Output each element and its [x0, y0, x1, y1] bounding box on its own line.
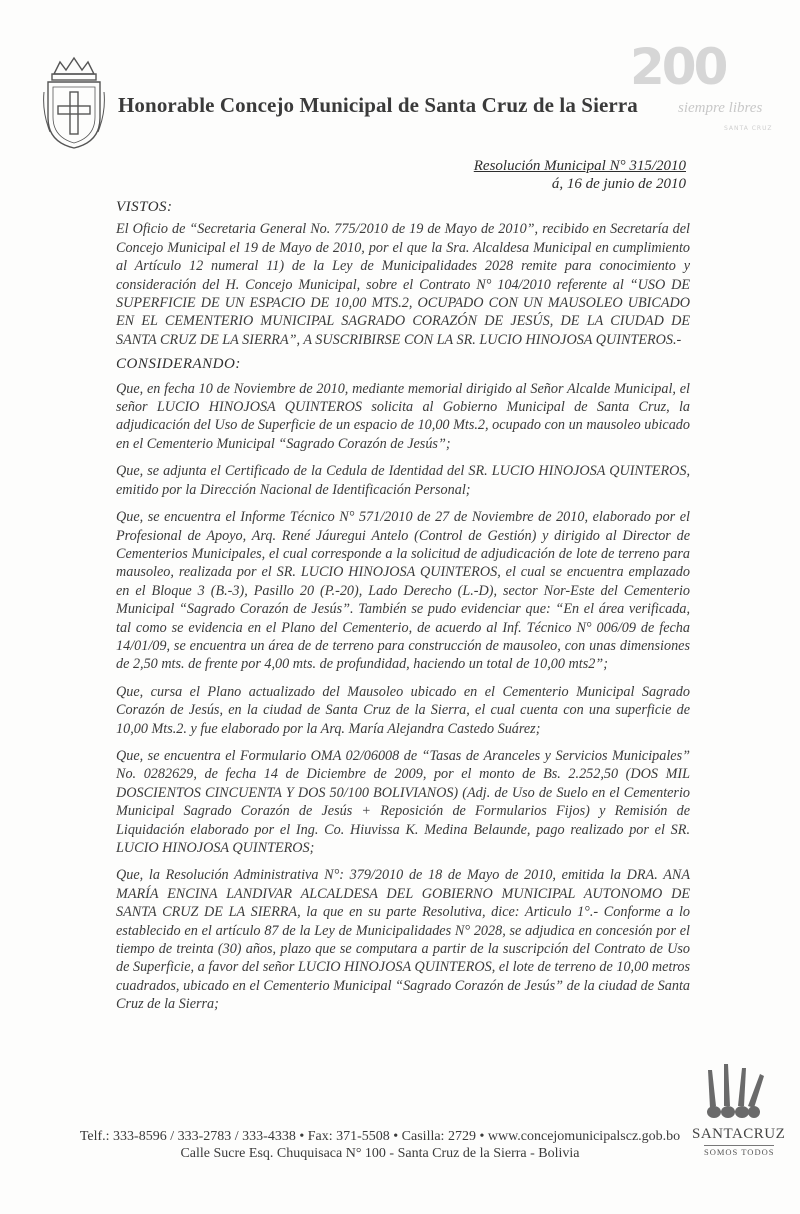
considerando-paragraph: Que, cursa el Plano actualizado del Mausoleo ubicado en el Cementerio Municipal Sagrado Corazón de Jesús, en la ciudad de Santa Cruz de la Sierra, el cual cuenta con una superficie de 10,00 Mts.2. y fue elaborado por la Arq. María Alejandra Castedo Suárez;: [116, 683, 690, 737]
bicentennial-logo: [612, 38, 773, 138]
document-body: [116, 198, 690, 1023]
footer-address-line: Calle Sucre Esq. Chuquisaca N° 100 - Santa Cruz de la Sierra - Bolivia: [180, 1146, 580, 1161]
raised-hands-icon: [690, 1062, 780, 1124]
footer-contact-line: Telf.: 333-8596 / 333-2783 / 333-4338 • Fax: 371-5508 • Casilla: 2729 • www.concejomunicipalscz.gob.bo: [79, 1129, 681, 1144]
considerando-paragraph: Que, se adjunta el Certificado de la Cedula de Identidad del SR. LUCIO HINOJOSA QUINTEROS, emitido por la Dirección Nacional de Identificación Personal;: [116, 463, 690, 498]
resolution-title: Resolución Municipal N° 315/2010: [473, 158, 686, 174]
considerando-heading: CONSIDERANDO:: [116, 356, 241, 373]
considerando-paragraph: Que, se encuentra el Informe Técnico N° 571/2010 de 27 de Noviembre de 2010, elaborado por el Profesional de Apoyo, Arq. René Jáuregui Antelo (Control de Gestión) y dirigido al Director de Cementerios Municipales, el cual corresponde a la solicitud de adjudicación de lote de terreno para mausoleo, realizada por el SR. LUCIO HINOJOSA QUINTEROS, el cual se encuentra emplazado en el Bloque 3 (B.-3), Pasillo 20 (P.-20), Lado Derecho (L.-D), sector Nor-Este del Cementerio Municipal “Sagrado Corazón de Jesús”. También se pudo evidenciar que: “En el área verificada, tal como se evidencia en el Plano del Cementerio, de acuerdo al Inf. Técnico N° 006/09 de fecha 14/01/09, se encuentra un área de de terreno para construcción de mausoleo, con unas dimensiones de 2,50 mts. de frente por 4,00 mts. de profundidad, haciendo un total de 10,00 mts2”;: [116, 509, 690, 673]
logo-small-text: SANTA CRUZ: [724, 125, 773, 132]
logo-script: siempre libres: [678, 100, 763, 116]
considerando-paragraph: Que, en fecha 10 de Noviembre de 2010, mediante memorial dirigido al Señor Alcalde Municipal, el señor LUCIO HINOJOSA QUINTEROS solicita al Gobierno Municipal de Santa Cruz, la adjudicación del Uso de Superficie de un espacio de 10,00 Mts.2, ocupado con un mausoleo ubicado en el Cementerio Municipal “Sagrado Corazón de Jesús”;: [116, 380, 690, 452]
considerando-paragraph: Que, se encuentra el Formulario OMA 02/06008 de “Tasas de Aranceles y Servicios Municipales” No. 0282629, de fecha 14 de Diciembre de 2009, por el monto de Bs. 2.252,50 (DOS MIL DOSCIENTOS CINCUENTA Y DOS 50/100 BOLIVIANOS) (Adj. de Uso de Suelo en el Cementerio Municipal Sagrado Corazón de Jesús + Reposición de Formularios Fijos) y Remisión de Liquidación elaborado por el Ing. Co. Hiuvissa K. Medina Belaunde, pago realizado por el SR. LUCIO HINOJOSA QUINTEROS;: [116, 747, 690, 856]
resolution-date: á, 16 de junio de 2010: [551, 176, 686, 192]
santa-cruz-logo: [690, 1062, 786, 1162]
vistos-paragraph: El Oficio de “Secretaria General No. 775/2010 de 19 de Mayo de 2010”, recibido en Secretaría del Concejo Municipal el 19 de Mayo de 2010, por el que la Sra. Alcaldesa Municipal en cumplimiento al Artículo 12 numeral 11) de la Ley de Municipalidades 2028 remite para conocimiento y consideración del H. Concejo Municipal, sobre el Contrato N° 104/2010 referente al “USO DE SUPERFICIE DE UN ESPACIO DE 10,00 MTS.2, OCUPADO CON UN MAUSOLEO UBICADO EN EL CEMENTERIO MUNICIPAL SAGRADO CORAZÓN DE JESÚS, DE LA CIUDAD DE SANTA CRUZ DE LA SIERRA”, A SUSCRIBIRSE CON LA SR. LUCIO HINOJOSA QUINTEROS.-: [116, 221, 690, 348]
footer: [70, 1128, 690, 1162]
considerando-paragraph: Que, la Resolución Administrativa N°: 379/2010 de 18 de Mayo de 2010, emitida la DRA. ANA MARÍA ENCINA LANDIVAR ALCALDESA DEL GOBIERNO MUNICIPAL AUTONOMO DE SANTA CRUZ DE LA SIERRA, la que en su parte Resolutiva, dice: Articulo 1°.- Conforme a lo establecido en el artículo 87 de la Ley de Municipalidades N° 2028, se adjudica en concesión por el tiempo de treinta (30) años, plazo que se computara a partir de la suscripción del Contrato de Uso de Superficie, a favor del señor LUCIO HINOJOSA QUINTEROS, el lote de terreno de 10,00 metros cuadrados, ubicado en el Cementerio Municipal “Sagrado Corazón de Jesús” de la ciudad de Santa Cruz de la Sierra;: [116, 867, 690, 1013]
logo-number: 200: [630, 38, 726, 96]
vistos-heading: VISTOS:: [116, 199, 173, 215]
logo-name: SANTACRUZ: [692, 1126, 786, 1142]
organization-title: Honorable Concejo Municipal de Santa Cruz de la Sierra: [118, 93, 638, 117]
coat-of-arms-icon: [40, 52, 108, 152]
logo-slogan: SOMOS TODOS: [704, 1147, 775, 1157]
